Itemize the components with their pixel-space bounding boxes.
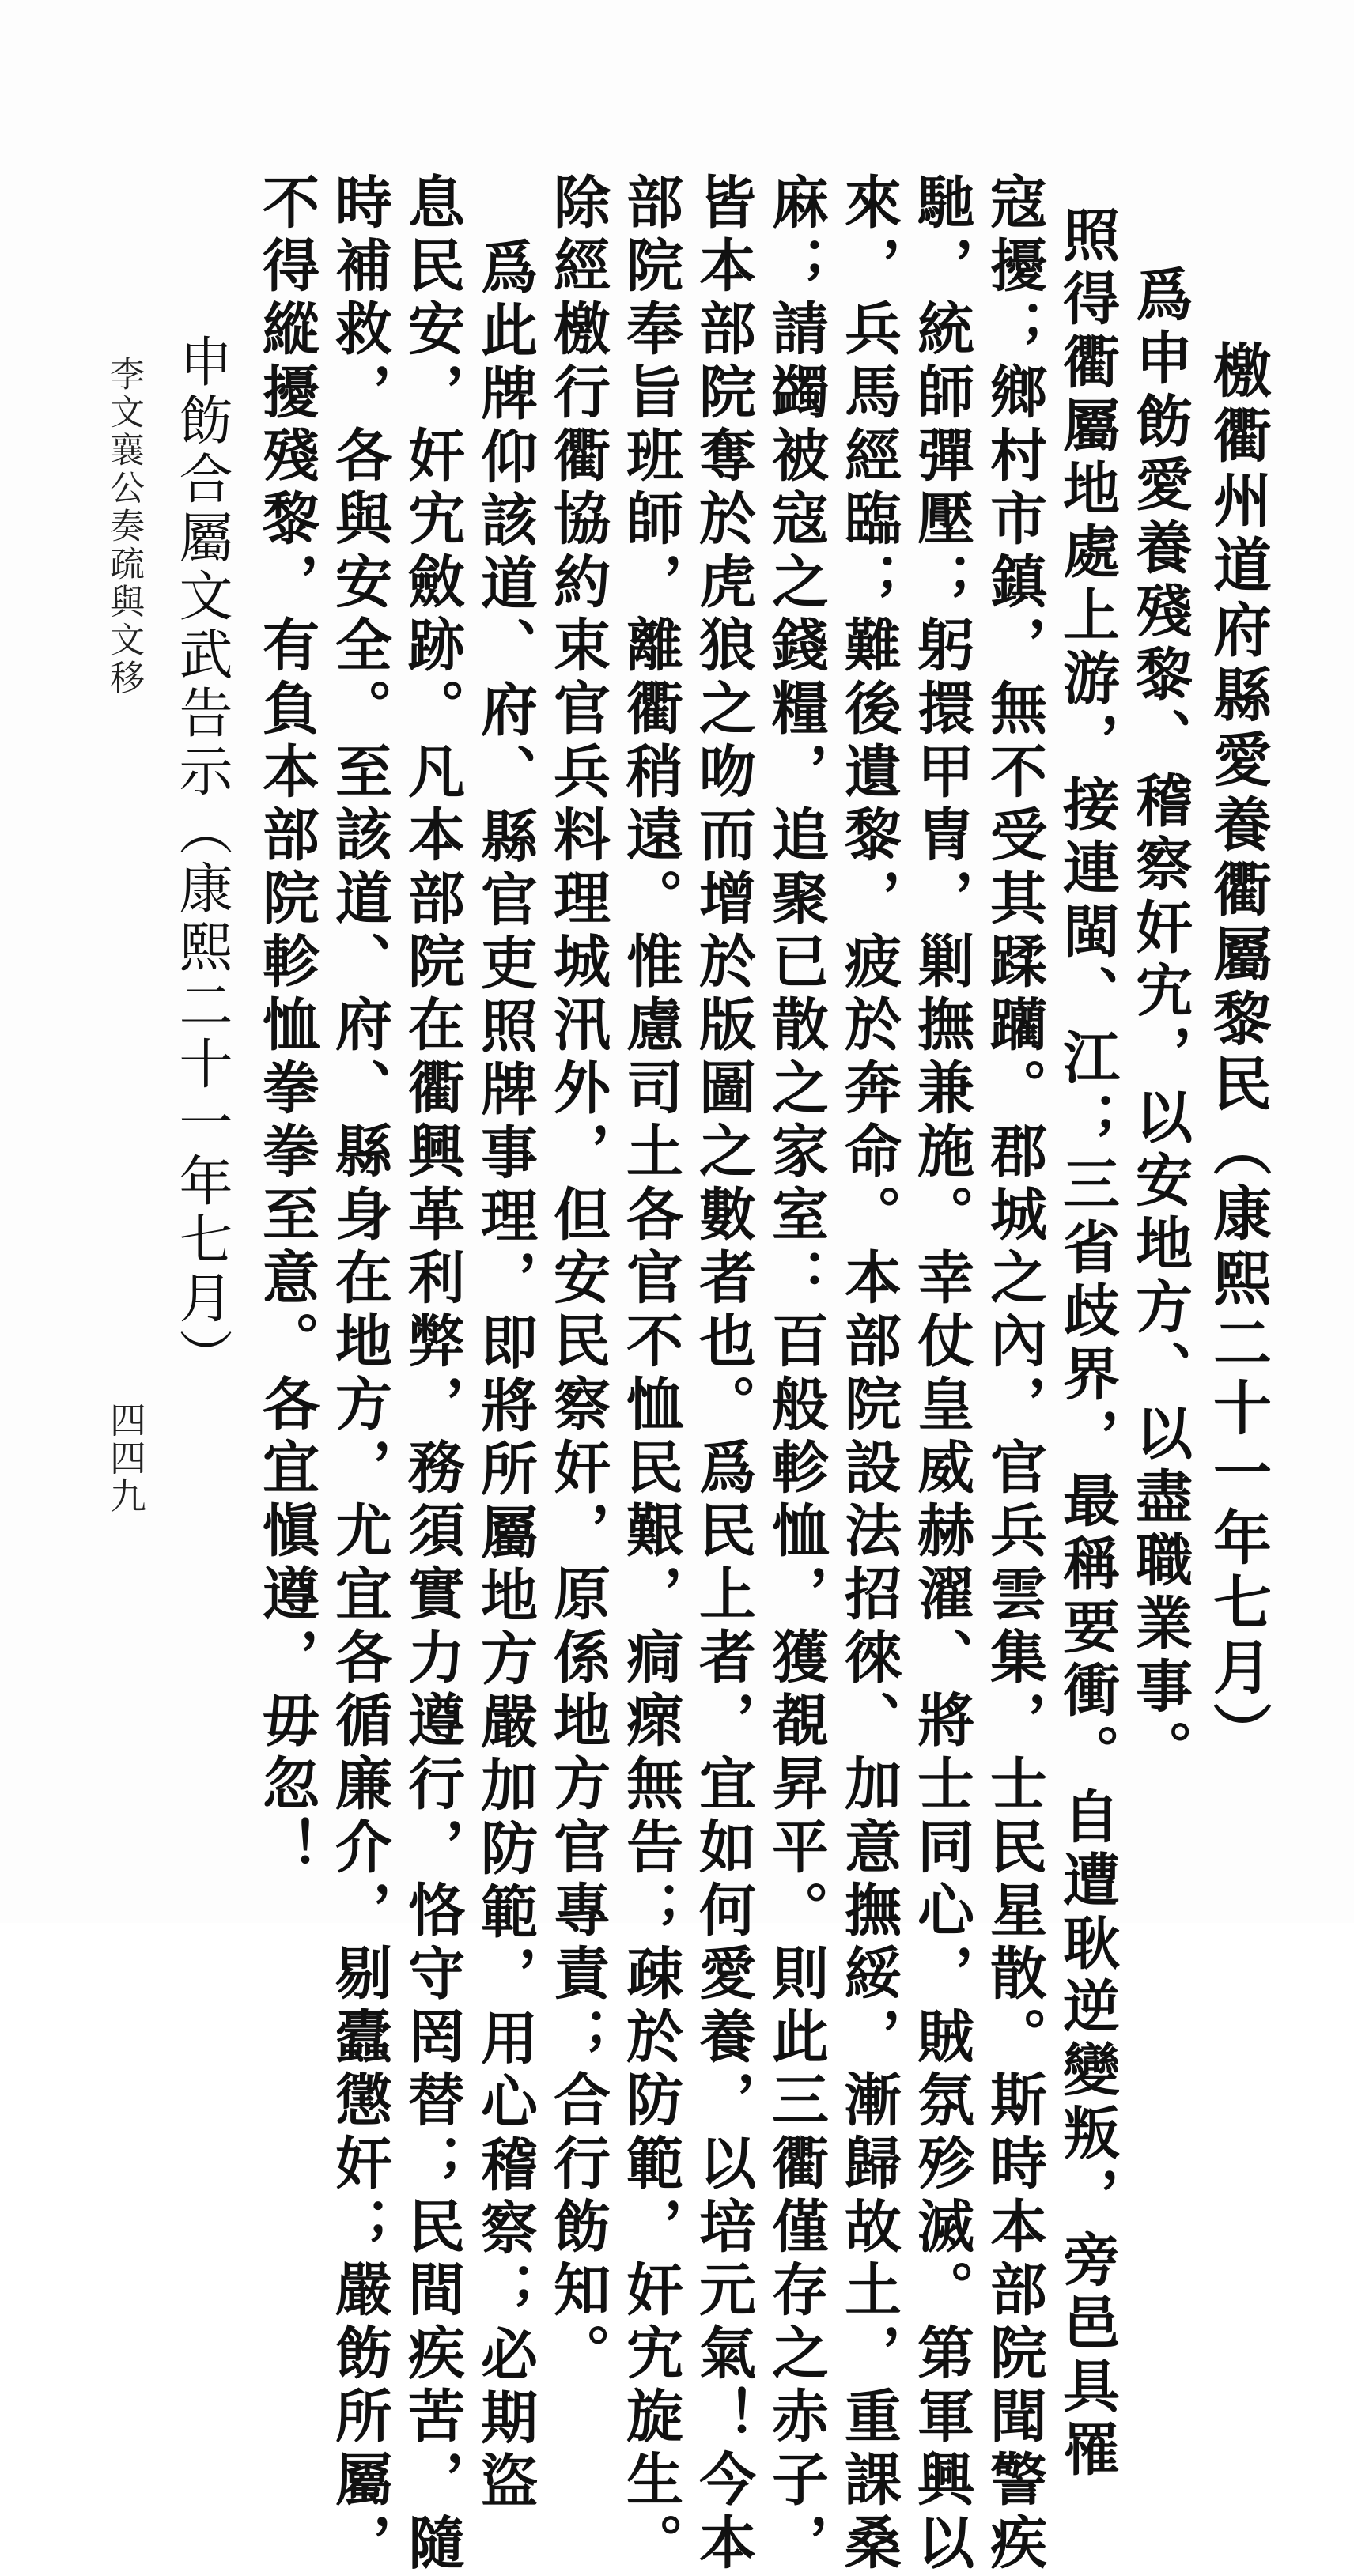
text-line: 馳，統師彈壓；躬擐甲冑，剿撫兼施。幸仗皇威赫濯、將士同心，賊氛殄滅。第軍興以 bbox=[908, 172, 975, 2576]
section-title: 申飭合屬文武告示（康熙二十一年七月） bbox=[170, 334, 233, 1387]
text-line: 皆本部院奪於虎狼之吻而增於版圖之數者也。爲民上者，宜如何愛養，以培元氣！今本 bbox=[690, 172, 757, 2576]
text-line: 爲此牌仰該道、府、縣官吏照牌事理，即將所屬地方嚴加防範，用心稽察；必期盜 bbox=[471, 237, 539, 2514]
text-line: 時補救，各與安全。至該道、府、縣身在地方，尤宜各循廉介，剔蠹懲奸；嚴飭所屬， bbox=[326, 172, 393, 2576]
text-line: 息民安，奸宄斂跡。凡本部院在衢興革利弊，務須實力遵行，恪守罔替；民間疾苦，隨 bbox=[399, 172, 466, 2576]
text-line: 不得縱擾殘黎，有負本部院軫恤拳拳至意。各宜愼遵，毋忽！ bbox=[253, 172, 320, 1880]
running-title: 李文襄公奏疏與文移 bbox=[104, 356, 144, 697]
text-line: 來，兵馬經臨；難後遺黎，疲於奔命。本部院設法招徠、加意撫綏，漸歸故土，重課桑 bbox=[835, 172, 902, 2576]
text-line: 麻；請蠲被寇之錢糧，追聚已散之家室：百般軫恤，獲覩昇平。則此三衢僅存之赤子， bbox=[762, 172, 830, 2576]
document-title: 檄衢州道府縣愛養衢屬黎民（康熙二十一年七月） bbox=[1204, 340, 1272, 1766]
text-line: 部院奉旨班師，離衢稍遠。惟慮司土各官不恤民艱，痌瘝無告；疎於防範，奸宄旋生。 bbox=[617, 172, 684, 2576]
text-line: 照得衢屬地處上游，接連閩、江；三省歧界，最稱要衝。自遭耿逆變叛，旁邑具罹 bbox=[1053, 206, 1121, 2483]
text-line: 爲申飭愛養殘黎、稽察奸宄，以安地方、以盡職業事。 bbox=[1126, 265, 1193, 1783]
page-number: 四四九 bbox=[104, 1401, 147, 1515]
text-line: 除經檄行衢協約束官兵料理城汛外，但安民察奸，原係地方官專責；合行飭知。 bbox=[544, 172, 611, 2386]
text-line: 寇擾；鄉村市鎮，無不受其蹂躪。郡城之內，官兵雲集，士民星散。斯時本部院聞警疾 bbox=[981, 172, 1048, 2576]
